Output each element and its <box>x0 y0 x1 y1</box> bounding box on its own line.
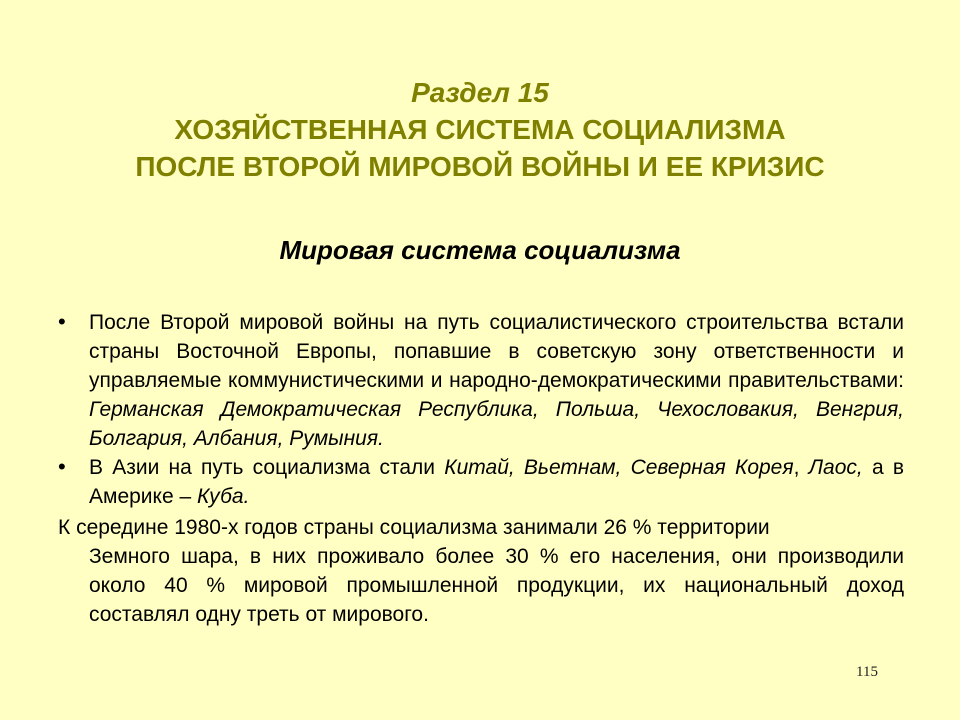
bullet-1-text: После Второй мировой войны на путь социалистического строительства встали страны Восточной Европы, попавшие в советскую зону ответственности и управляемые коммунистическими и народно-демократическими правительствами: <box>89 311 904 392</box>
title-line-1: ХОЗЯЙСТВЕННАЯ СИСТЕМА СОЦИАЛИЗМА <box>174 114 786 145</box>
slide-header <box>0 74 960 185</box>
bullet-2-laos: Лаос, <box>808 456 863 479</box>
slide-body <box>58 308 904 629</box>
bullet-1-countries: Германская Демократическая Республика, Польша, Чехословакия, Венгрия, Болгария, Албания, Румыния. <box>89 398 904 450</box>
title-line-2: ПОСЛЕ ВТОРОЙ МИРОВОЙ ВОЙНЫ И ЕЕ КРИЗИС <box>135 151 825 182</box>
bullet-2-asia-countries: Китай, Вьетнам, Северная Корея <box>444 456 794 479</box>
bullet-marker: • <box>58 309 66 334</box>
bullet-2-cuba: Куба. <box>196 485 250 508</box>
summary-paragraph-rest: Земного шара, в них проживало более 30 % его населения, они производили около 40 % мировой промышленной продукции, их национальный доход составлял одну треть от мирового. <box>89 545 904 626</box>
bullet-marker: • <box>58 454 66 479</box>
page-number: 115 <box>856 664 878 680</box>
bullet-item-1 <box>58 308 904 453</box>
summary-paragraph-first-line: К середине 1980-х годов страны социализма занимали 26 % территории <box>58 516 770 539</box>
bullet-item-2: • В Азии на путь социализма стали Китай, Вьетнам, Северная Корея, Лаос, а в Америке – Куба. <box>58 454 904 508</box>
bullet-2-text: В Азии на путь социализма стали <box>89 456 445 479</box>
section-number: Раздел 15 <box>411 77 549 108</box>
slide-subtitle: Мировая система социализма <box>279 235 681 265</box>
bullet-2-america-text: а в Америке – <box>89 456 904 508</box>
